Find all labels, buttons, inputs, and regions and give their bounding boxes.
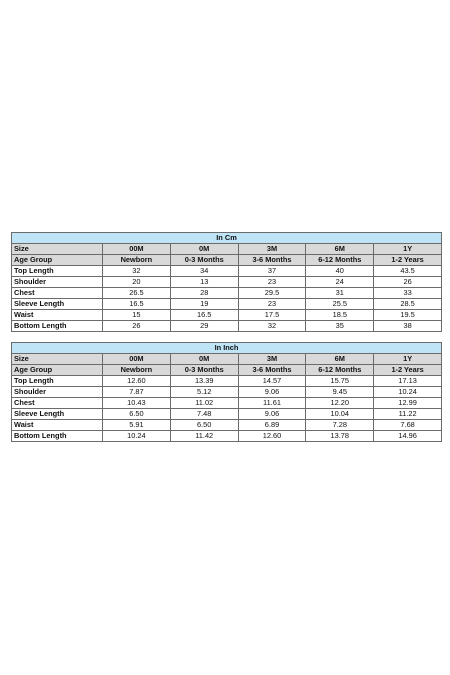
table-cell: 26.5: [103, 288, 171, 299]
table-cell: 10.04: [306, 409, 374, 420]
row-label: Top Length: [12, 266, 103, 277]
header-cell: 3-6 Months: [238, 365, 306, 376]
header-cell: 1-2 Years: [374, 255, 442, 266]
table-title: In Inch: [12, 343, 442, 354]
table-cell: 6.50: [170, 420, 238, 431]
table-cell: 26: [374, 277, 442, 288]
table-cell: 35: [306, 321, 374, 332]
table-row: [12, 376, 442, 387]
table-row: [12, 277, 442, 288]
table-cell: 6.50: [103, 409, 171, 420]
table-row: [12, 266, 442, 277]
header-cell: 0-3 Months: [170, 365, 238, 376]
table-cell: 7.28: [306, 420, 374, 431]
table-title: In Cm: [12, 233, 442, 244]
table-cell: 11.42: [170, 431, 238, 442]
table-cell: 13: [170, 277, 238, 288]
header-cell: 00M: [103, 244, 171, 255]
table-cell: 19.5: [374, 310, 442, 321]
row-label: Shoulder: [12, 387, 103, 398]
row-label: Waist: [12, 420, 103, 431]
table-header-row: [12, 365, 442, 376]
table-cell: 15.75: [306, 376, 374, 387]
header-cell: 0-3 Months: [170, 255, 238, 266]
table-cell: 11.22: [374, 409, 442, 420]
table-cell: 11.02: [170, 398, 238, 409]
table-cell: 7.87: [103, 387, 171, 398]
header-cell: 3M: [238, 354, 306, 365]
table-cell: 29: [170, 321, 238, 332]
header-cell: Newborn: [103, 365, 171, 376]
table-cell: 25.5: [306, 299, 374, 310]
table-cell: 28: [170, 288, 238, 299]
header-cell: 6-12 Months: [306, 255, 374, 266]
table-row: [12, 288, 442, 299]
table-cell: 7.68: [374, 420, 442, 431]
table-cell: 26: [103, 321, 171, 332]
row-label: Waist: [12, 310, 103, 321]
table-cell: 5.12: [170, 387, 238, 398]
table-cell: 12.99: [374, 398, 442, 409]
table-cell: 12.60: [238, 431, 306, 442]
table-cell: 17.13: [374, 376, 442, 387]
header-cell: 1-2 Years: [374, 365, 442, 376]
size-chart-inch-table: [11, 342, 442, 442]
row-label: Size: [12, 244, 103, 255]
size-chart-cm-table: [11, 232, 442, 332]
table-cell: 12.20: [306, 398, 374, 409]
table-cell: 15: [103, 310, 171, 321]
table-cell: 16.5: [103, 299, 171, 310]
table-cell: 11.61: [238, 398, 306, 409]
table-header-row: [12, 255, 442, 266]
table-cell: 9.06: [238, 387, 306, 398]
table-row: [12, 398, 442, 409]
table-cell: 9.45: [306, 387, 374, 398]
row-label: Age Group: [12, 365, 103, 376]
row-label: Bottom Length: [12, 321, 103, 332]
table-row: [12, 299, 442, 310]
table-cell: 14.57: [238, 376, 306, 387]
header-cell: 00M: [103, 354, 171, 365]
table-cell: 9.06: [238, 409, 306, 420]
table-cell: 32: [238, 321, 306, 332]
row-label: Sleeve Length: [12, 409, 103, 420]
table-header-row: [12, 244, 442, 255]
table-cell: 23: [238, 299, 306, 310]
header-cell: 0M: [170, 354, 238, 365]
header-cell: 6M: [306, 244, 374, 255]
table-cell: 23: [238, 277, 306, 288]
table-row: [12, 310, 442, 321]
table-row: [12, 420, 442, 431]
table-cell: 24: [306, 277, 374, 288]
table-row: [12, 409, 442, 420]
table-cell: 38: [374, 321, 442, 332]
table-cell: 37: [238, 266, 306, 277]
header-cell: 6-12 Months: [306, 365, 374, 376]
table-cell: 28.5: [374, 299, 442, 310]
table-cell: 32: [103, 266, 171, 277]
table-cell: 33: [374, 288, 442, 299]
table-cell: 6.89: [238, 420, 306, 431]
row-label: Age Group: [12, 255, 103, 266]
header-cell: 1Y: [374, 354, 442, 365]
table-cell: 40: [306, 266, 374, 277]
table-title-row: [12, 233, 442, 244]
table-cell: 10.43: [103, 398, 171, 409]
header-cell: 6M: [306, 354, 374, 365]
header-cell: 1Y: [374, 244, 442, 255]
size-chart-inch-body: [12, 343, 442, 442]
table-cell: 34: [170, 266, 238, 277]
table-cell: 16.5: [170, 310, 238, 321]
row-label: Sleeve Length: [12, 299, 103, 310]
table-cell: 19: [170, 299, 238, 310]
table-cell: 17.5: [238, 310, 306, 321]
size-chart-cm-body: [12, 233, 442, 332]
row-label: Shoulder: [12, 277, 103, 288]
table-row: [12, 387, 442, 398]
row-label: Bottom Length: [12, 431, 103, 442]
header-cell: 3M: [238, 244, 306, 255]
row-label: Chest: [12, 288, 103, 299]
table-cell: 5.91: [103, 420, 171, 431]
header-cell: 3-6 Months: [238, 255, 306, 266]
table-title-row: [12, 343, 442, 354]
table-header-row: [12, 354, 442, 365]
table-cell: 31: [306, 288, 374, 299]
header-cell: 0M: [170, 244, 238, 255]
row-label: Top Length: [12, 376, 103, 387]
table-cell: 10.24: [103, 431, 171, 442]
header-cell: Newborn: [103, 255, 171, 266]
table-cell: 12.60: [103, 376, 171, 387]
table-cell: 43.5: [374, 266, 442, 277]
table-cell: 29.5: [238, 288, 306, 299]
table-cell: 13.78: [306, 431, 374, 442]
row-label: Chest: [12, 398, 103, 409]
table-cell: 20: [103, 277, 171, 288]
table-cell: 10.24: [374, 387, 442, 398]
table-row: [12, 431, 442, 442]
table-cell: 18.5: [306, 310, 374, 321]
row-label: Size: [12, 354, 103, 365]
table-cell: 14.96: [374, 431, 442, 442]
table-cell: 7.48: [170, 409, 238, 420]
table-row: [12, 321, 442, 332]
table-cell: 13.39: [170, 376, 238, 387]
